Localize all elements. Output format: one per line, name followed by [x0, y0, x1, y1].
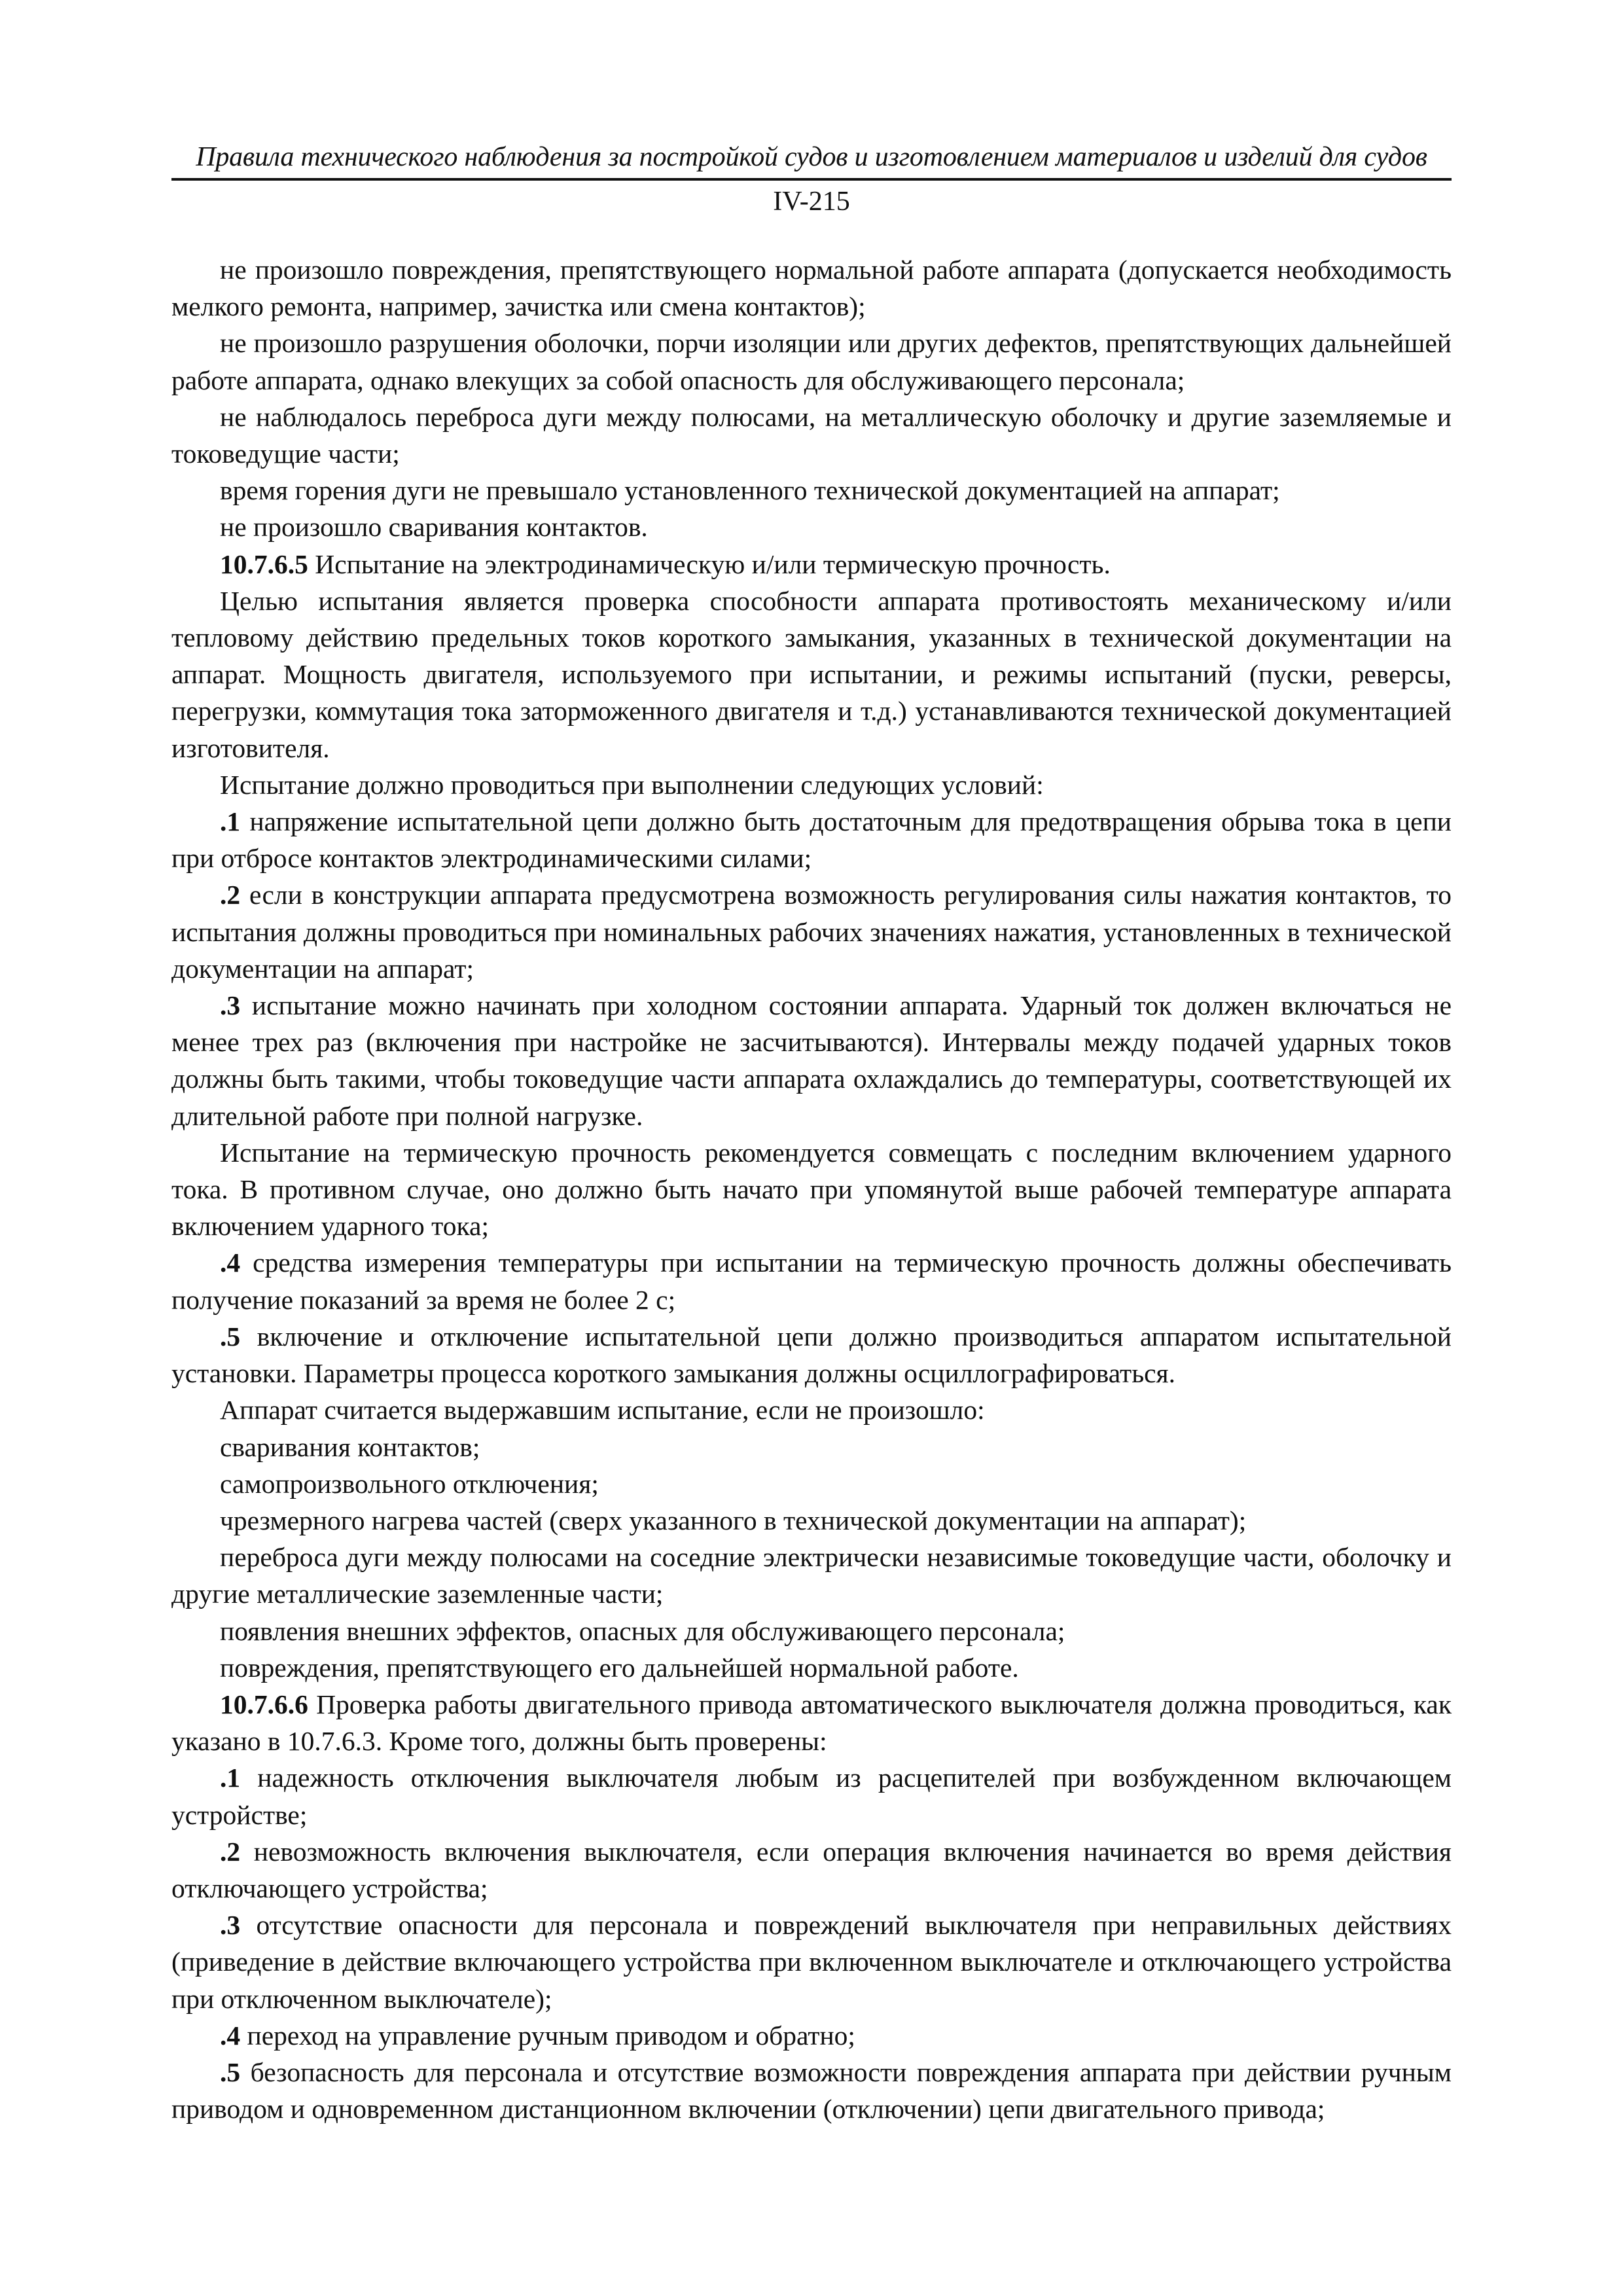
paragraph [171, 1429, 1452, 1465]
list-item [171, 1318, 1452, 1391]
list-item-text: переход на управление ручным приводом и обратно; [240, 2020, 855, 2051]
paragraph [171, 472, 1452, 509]
list-item-number: .1 [220, 1763, 241, 1793]
paragraph-text: не наблюдалось переброса дуги между полюсами, на металлическую оболочку и другие заземляемые и токоведущие части; [171, 401, 1452, 469]
list-item [171, 876, 1452, 987]
document-body [171, 251, 1452, 2127]
list-item-number: .3 [220, 1910, 241, 1941]
list-item-number: .5 [220, 1321, 241, 1352]
paragraph-text: повреждения, препятствующего его дальнейшей нормальной работе. [220, 1652, 1019, 1683]
paragraph [171, 1502, 1452, 1539]
section-title: Испытание на электродинамическую и/или термическую прочность. [308, 548, 1111, 579]
section-title: Проверка работы двигательного привода автоматического выключателя должна проводиться, как указано в 10.7.6.3. Кроме того, должны быть проверены: [171, 1689, 1452, 1757]
paragraph-text: Испытание должно проводиться при выполнении следующих условий: [220, 769, 1044, 800]
section-number: 10.7.6.5 [220, 548, 308, 579]
paragraph [171, 583, 1452, 766]
paragraph-text: не произошло разрушения оболочки, порчи изоляции или других дефектов, препятствующих дальнейшей работе аппарата, однако влекущих за собой опасность для обслуживающего персонала; [171, 328, 1452, 395]
list-item [171, 803, 1452, 876]
list-item [171, 2017, 1452, 2054]
paragraph-text: самопроизвольного отключения; [220, 1468, 599, 1499]
header-title: Правила технического наблюдения за постройкой судов и изготовлением материалов и изделий для судов [196, 142, 1427, 172]
paragraph [171, 251, 1452, 325]
list-item-number: .3 [220, 990, 241, 1021]
list-item-text: если в конструкции аппарата предусмотрена возможность регулирования силы нажатия контактов, то испытания должны проводиться при номинальных рабочих значениях нажатия, установленных в технической документации на аппарат; [171, 880, 1452, 984]
paragraph [171, 766, 1452, 803]
list-item-number: .2 [220, 880, 241, 910]
list-item-text: отсутствие опасности для персонала и повреждений выключателя при неправильных действиях (приведение в действие включающего устройства при включенном выключателе и отключающего устройства при отключенном выключателе); [171, 1910, 1452, 2014]
list-item-number: .4 [220, 2020, 241, 2051]
list-item-text: напряжение испытательной цепи должно быть достаточным для предотвращения обрыва тока в цепи при отбросе контактов электродинамическими силами; [171, 806, 1452, 874]
paragraph [171, 1134, 1452, 1245]
section-number: 10.7.6.6 [220, 1689, 308, 1719]
list-item-number: .4 [220, 1247, 241, 1278]
paragraph [171, 1649, 1452, 1686]
header-rule [171, 178, 1452, 181]
list-item-number: .1 [220, 806, 241, 837]
list-item-text: испытание можно начинать при холодном состоянии аппарата. Ударный ток должен включаться не менее трех раз (включения при настройке не засчитываются). Интервалы между подачей ударных токов должны быть такими, чтобы токоведущие части аппарата охлаждались до температуры, соответствующей их длительной работе при полной нагрузке. [171, 990, 1452, 1131]
list-item-text: средства измерения температуры при испытании на термическую прочность должны обеспечивать получение показаний за время не более 2 с; [171, 1247, 1452, 1315]
paragraph-text: не произошло сваривания контактов. [220, 512, 648, 543]
list-item-text: включение и отключение испытательной цепи должно производиться аппаратом испытательной установки. Параметры процесса короткого замыкания должны осциллографироваться. [171, 1321, 1452, 1389]
list-item [171, 2054, 1452, 2127]
paragraph-text: чрезмерного нагрева частей (сверх указанного в технической документации на аппарат); [220, 1505, 1247, 1535]
paragraph [171, 1465, 1452, 1502]
paragraph-text: сваривания контактов; [220, 1431, 480, 1462]
paragraph-text: переброса дуги между полюсами на соседние электрически независимые токоведущие части, оболочку и другие металлические заземленные части; [171, 1542, 1452, 1609]
list-item-text: невозможность включения выключателя, если операция включения начинается во время действия отключающего устройства; [171, 1836, 1452, 1903]
list-item-text: безопасность для персонала и отсутствие возможности повреждения аппарата при действии ручным приводом и одновременном дистанционном включении (отключении) цепи двигательного привода; [171, 2056, 1452, 2125]
list-item [171, 1833, 1452, 1907]
paragraph [171, 1391, 1452, 1428]
list-item [171, 1907, 1452, 2017]
running-header [171, 139, 1452, 220]
section-heading [171, 1686, 1452, 1759]
paragraph [171, 509, 1452, 545]
paragraph-text: Аппарат считается выдержавшим испытание, если не произошло: [220, 1395, 985, 1426]
paragraph [171, 1539, 1452, 1612]
section-heading [171, 546, 1452, 583]
paragraph [171, 325, 1452, 398]
list-item [171, 987, 1452, 1134]
paragraph-text: не произошло повреждения, препятствующего нормальной работе аппарата (допускается необходимость мелкого ремонта, например, зачистка или смена контактов); [171, 255, 1452, 322]
list-item [171, 1244, 1452, 1318]
paragraph-text: Испытание на термическую прочность рекомендуется совмещать с последним включением ударного тока. В противном случае, оно должно быть начато при упомянутой выше рабочей температуре аппарата включением ударного тока; [171, 1137, 1452, 1242]
list-item [171, 1759, 1452, 1833]
paragraph [171, 1613, 1452, 1649]
page-number: IV-215 [773, 187, 850, 217]
paragraph-text: Целью испытания является проверка способности аппарата противостоять механическому и/или тепловому действию предельных токов короткого замыкания, указанных в технической документации на аппарат. Мощность двигателя, используемого при испытании, и режимы испытаний (пуски, реверсы, перегрузки, коммутация тока заторможенного двигателя и т.д.) устанавливаются технической документацией изготовителя. [171, 585, 1452, 763]
paragraph [171, 399, 1452, 472]
list-item-number: .2 [220, 1836, 241, 1867]
list-item-number: .5 [220, 2056, 241, 2087]
paragraph-text: время горения дуги не превышало установленного технической документацией на аппарат; [220, 475, 1280, 506]
list-item-text: надежность отключения выключателя любым из расцепителей при возбужденном включающем устройстве; [171, 1763, 1452, 1830]
paragraph-text: появления внешних эффектов, опасных для обслуживающего персонала; [220, 1615, 1065, 1646]
